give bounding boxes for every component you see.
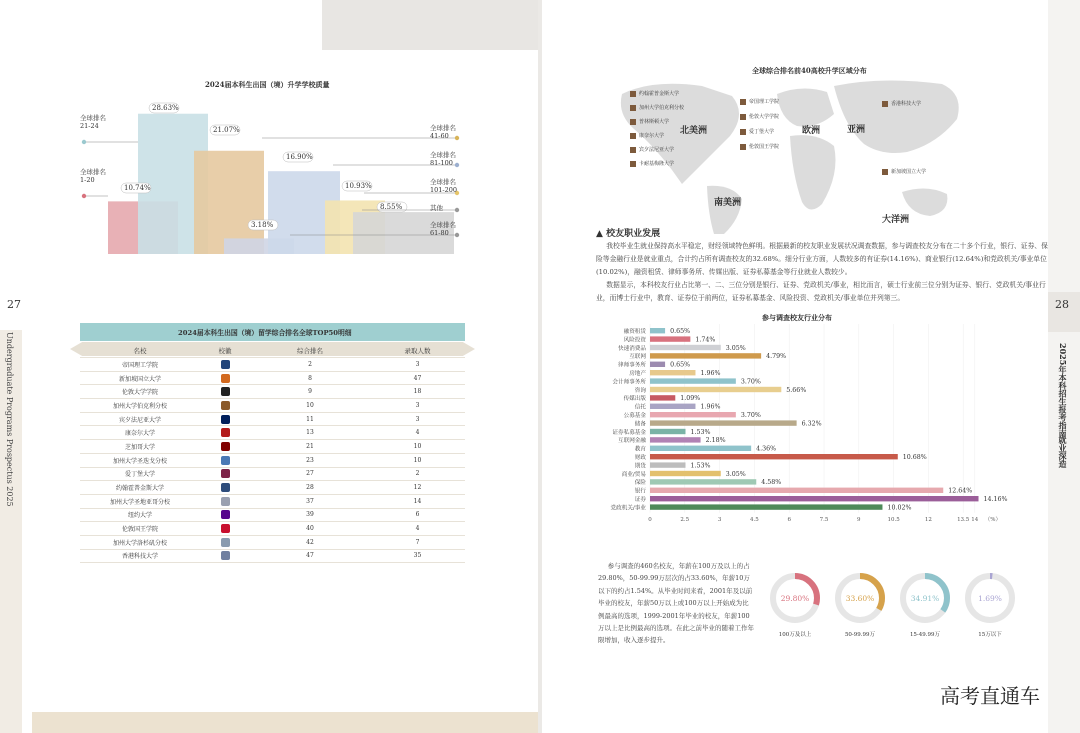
school-name: 爱丁堡大学 [80,467,200,481]
chart1-bar-label: 28.63% [152,104,179,112]
industry-chart-title: 参与调查校友行业分布 [762,313,832,322]
school-crest-cell [200,535,250,549]
school-name: 加州大学伯克利分校 [80,399,200,413]
industry-value-label: 2.18% [705,437,726,445]
left-page [0,0,538,733]
legend-left-line2: 1-20 [80,176,95,184]
map-south-america [707,186,742,234]
school-rank: 27 [250,467,370,481]
table-row [80,453,465,467]
para2: 数据显示，本科校友行业占比第一、二、三位分别是银行、证券、党政机关/事业，相比而言，硕士行业前三位分别为证券、银行、党政机关/事业行业，而博士行业中，教育、证券位于前两位，证券私募基金、风险投资、党政机关/事业单位并列第三。 [596,281,1046,302]
donut-caption: 100万及以上 [778,632,812,638]
legend-right-line1: 全球排名 [430,124,456,132]
industry-name: 证券 [634,497,646,503]
school-rank: 39 [250,508,370,522]
map-school-name: 香港科技大学 [891,101,922,107]
admission-count: 4 [370,522,465,536]
table-row [80,494,465,508]
industry-name: 财政 [634,455,646,461]
school-rank: 21 [250,440,370,454]
industry-name: 期货 [634,463,646,470]
school-name: 加州大学圣地亚哥分校 [80,494,200,508]
continent-label: 亚洲 [847,125,866,135]
map-school-name: 约翰霍普金斯大学 [639,91,680,97]
industry-name: 咨询 [634,387,646,394]
legend-dot [455,233,459,237]
table-row [80,481,465,495]
chart1-bar-label: 8.55% [380,203,403,211]
school-crest-icon [221,510,230,519]
table-row [80,467,465,481]
map-school-entry [630,118,669,125]
industry-value-label: 3.05% [725,344,746,352]
industry-name: 党政机关/事业 [610,505,646,512]
map-school-entry [630,132,664,139]
school-crest-icon [221,374,230,383]
map-school-entry [630,146,674,153]
school-rank: 9 [250,385,370,399]
axis-tick-label: 14 [971,516,979,523]
table-row [80,412,465,426]
map-school-name: 康奈尔大学 [639,133,665,139]
map-school-name: 伦敦大学学院 [749,114,780,120]
continent-label: 南美洲 [714,198,742,208]
school-crest-icon [221,401,230,410]
industry-value-label: 0.65% [670,361,691,369]
map-school-entry [882,100,921,107]
admission-count: 10 [370,453,465,467]
spine-title-right: 2025年本科招生报考指南 [1058,343,1068,438]
industry-name: 传媒出版 [623,396,646,403]
school-crest-icon [221,387,230,396]
school-rank: 2 [250,358,370,372]
school-crest-cell [200,440,250,454]
industry-bar [650,345,721,350]
admission-count: 12 [370,481,465,495]
industry-bar [650,437,701,442]
header-school: 名校 [80,343,200,358]
admission-count: 7 [370,535,465,549]
school-crest-cell [200,508,250,522]
legend-left-line1: 全球排名 [80,168,106,176]
map-school-name: 帝国理工学院 [749,99,780,105]
industry-value-label: 1.74% [695,336,716,344]
legend-dot [455,163,459,167]
school-crest-cell [200,453,250,467]
industry-bar [650,462,685,467]
school-crest-icon [221,469,230,478]
school-crest-cell [200,412,250,426]
income-paragraph: 参与调查的460名校友，年薪在100万及以上的占29.80%，50-99.99万层次的占33.60%，年薪10万以下的约占1.54%。从毕业时间来看，2001年及以前毕业的校友，年薪50万以上或100万以上开始成为比例最高的选项，1999-2001年毕业的校友，年薪100万以上是比例最高的选项。在此之前毕业的随着工作年限增加，收入逐步提升。 [598,562,754,645]
industry-name: 保险 [634,480,646,487]
industry-bar [650,336,690,341]
map-school-entry [740,113,779,120]
industry-value-label: 1.96% [700,403,721,411]
admission-count: 3 [370,358,465,372]
donut-value: 29.80% [780,594,810,603]
school-crest-icon [221,456,230,465]
industry-name: 律师事务所 [618,362,646,369]
donut-value: 1.69% [978,594,1002,603]
section-title-text: 校友职业发展 [606,229,661,239]
industry-value-label: 3.70% [740,378,761,386]
map-school-name: 伦敦国王学院 [749,144,780,150]
map-school-name: 爱丁堡大学 [749,129,775,135]
industry-name: 公募基金 [623,413,646,419]
admission-count: 47 [370,371,465,385]
school-crest-icon [221,442,230,451]
continent-label: 北美洲 [680,126,708,136]
world-map [612,74,972,234]
admission-count: 3 [370,412,465,426]
admission-count: 6 [370,508,465,522]
school-crest-icon [221,551,230,560]
chart1-bar-label: 21.07% [213,126,240,134]
school-crest-cell [200,467,250,481]
school-crest-cell [200,426,250,440]
map-africa [790,135,836,209]
school-rank: 37 [250,494,370,508]
map-school-entry [630,90,679,97]
industry-bar [650,504,882,509]
axis-tick-label: 4.5 [750,516,759,523]
legend-dot [82,194,86,198]
school-crest-icon [630,91,636,97]
legend-left-line2: 21-24 [80,122,99,130]
chart1-title: 2024届本科生出国（境）升学学校质量 [205,80,330,89]
map-school-entry [630,160,674,167]
map-title: 全球综合排名前40高校升学区域分布 [752,66,867,75]
industry-bar [650,404,695,409]
map-school-entry [740,128,774,135]
industry-name: 风险投资 [623,337,646,344]
school-crest-icon [221,360,230,369]
industry-value-label: 1.09% [680,395,701,403]
legend-dot [82,140,86,144]
school-crest-icon [630,147,636,153]
admission-count: 3 [370,399,465,413]
legend-left-line1: 全球排名 [80,114,106,122]
table-row [80,508,465,522]
map-school-name: 新加坡国立大学 [891,169,927,175]
school-crest-icon [221,497,230,506]
table-row [80,371,465,385]
map-school-name: 宾夕法尼亚大学 [639,147,675,153]
school-crest-icon [882,101,888,107]
industry-value-label: 10.68% [902,454,927,461]
school-rank: 42 [250,535,370,549]
school-name: 宾夕法尼亚大学 [80,412,200,426]
map-school-name: 卡耐基梅隆大学 [639,161,675,167]
legend-dot [455,208,459,212]
chart1-bar-label: 10.74% [124,184,151,192]
school-rank: 8 [250,371,370,385]
industry-name: 融资租赁 [623,329,646,335]
industry-name: 银行 [634,488,646,495]
section-title: ▲ 校友职业发展 [596,229,661,239]
school-rank: 40 [250,522,370,536]
school-crest-icon [630,133,636,139]
axis-tick-label: 9 [857,516,861,523]
school-rank: 11 [250,412,370,426]
industry-name: 储备 [634,421,646,428]
legend-right-line1: 全球排名 [430,151,456,159]
school-rank: 13 [250,426,370,440]
industry-bar [650,362,665,367]
school-crest-icon [221,538,230,547]
right-page [542,0,1080,733]
industry-value-label: 12.64% [948,487,973,495]
industry-bar [650,420,797,425]
industry-name: 证券私募基金 [612,429,646,436]
school-crest-cell [200,385,250,399]
industry-value-label: 1.53% [690,428,711,436]
axis-tick-label: 2.5 [680,516,690,523]
page-number: 27 [7,298,21,311]
donut-value: 33.60% [845,594,875,603]
school-name: 加州大学圣迭戈分校 [80,453,200,467]
table-row [80,426,465,440]
legend-right-line1: 全球排名 [430,178,456,186]
industry-bar [650,454,898,459]
school-name: 帝国理工学院 [80,358,200,372]
industry-value-label: 4.58% [761,479,782,487]
table-title: 2024届本科生出国（境）留学综合排名全球TOP50明细 [178,329,352,337]
axis-tick-label: 6 [787,516,791,523]
legend-dot [455,136,459,140]
industry-bar [650,395,675,400]
header-count: 录取人数 [370,343,465,358]
axis-tick-label: 3 [717,516,722,523]
industry-bar [650,387,781,392]
table-row [80,385,465,399]
admission-count: 14 [370,494,465,508]
legend-right-line2: 101-200 [430,186,458,194]
industry-name: 互联网 [629,354,646,361]
school-crest-icon [221,524,230,533]
school-name: 芝加哥大学 [80,440,200,454]
watermark: 高考直通车 [940,684,1040,708]
industry-bar [650,429,685,434]
axis-tick-label: 13.5 [957,516,970,523]
school-crest-cell [200,549,250,563]
map-school-name: 加州大学伯克利分校 [639,105,685,111]
school-crest-icon [740,114,746,120]
spine-section: 就业深造 [1058,436,1068,468]
school-crest-cell [200,358,250,372]
header-rank: 综合排名 [250,343,370,358]
school-name: 香港科技大学 [80,549,200,563]
industry-bar [650,378,736,383]
map-europe [777,88,834,126]
school-crest-icon [630,119,636,125]
donut-value: 34.91% [910,594,940,603]
school-name: 康奈尔大学 [80,426,200,440]
school-name: 约翰霍普金斯大学 [80,481,200,495]
school-crest-icon [630,161,636,167]
continent-label: 欧洲 [802,126,821,136]
school-crest-icon [740,144,746,150]
school-crest-icon [740,129,746,135]
donut-caption: 50-99.99万 [844,632,876,638]
axis-tick-label: 7.5 [819,516,829,523]
industry-value-label: 4.79% [766,353,787,361]
legend-right-line1: 其他 [430,204,443,212]
school-crest-icon [221,483,230,492]
industry-bar [650,328,665,333]
table-row [80,399,465,413]
table-row [80,549,465,563]
industry-name: 会计师事务所 [612,379,646,386]
school-name: 加州大学洛杉矶分校 [80,535,200,549]
school-crest-icon [630,105,636,111]
industry-bar [650,353,761,358]
continent-label: 大洋洲 [882,215,910,225]
legend-right-line2: 61-80 [430,229,449,237]
donut-caption: 15-49.99万 [909,632,941,638]
industry-value-label: 0.65% [670,328,691,335]
industry-name: 信托 [634,404,646,411]
chart1-bar-label: 10.93% [345,182,372,190]
para1: 我校毕业生就业保持高水平稳定，财经领域特色鲜明。根据最新的校友职业发展状况调查数据，参与调查校友分布在二十多个行业，银行、证券、保险等金融行业是就业重点，合计约占所有调查校友的32.68%。细分行业方面，人数较多的有证券(14.16%)、商业银行(12.64%)和党政机关/事业单位(10.02%)，融资租赁、律师事务所、传媒出版、证券私募基金等行业就业人数较少。 [596,242,1048,276]
legend-right-line2: 81-100 [430,159,453,167]
map-school-entry [740,98,779,105]
industry-value-label: 10.02% [887,504,912,512]
map-school-entry [740,143,779,150]
map-school-name: 普林斯顿大学 [639,119,670,125]
admission-count: 4 [370,426,465,440]
page-number-right: 28 [1055,298,1069,311]
industry-value-label: 3.70% [740,412,761,419]
industry-bar [650,471,721,476]
legend-right-line1: 全球排名 [430,221,456,229]
axis-unit: （%） [984,516,1002,523]
header-crest: 校徽 [200,343,250,358]
industry-value-label: 1.53% [690,462,711,470]
donut-caption: 15万以下 [978,632,1002,638]
table-row [80,440,465,454]
school-crest-icon [882,169,888,175]
industry-bar [650,496,979,501]
map-asia [834,80,959,153]
school-name: 伦敦大学学院 [80,385,200,399]
school-rank: 23 [250,453,370,467]
industry-value-label: 14.16% [983,496,1008,503]
school-rank: 10 [250,399,370,413]
chart1-svg [0,0,538,270]
industry-value-label: 1.96% [700,370,721,377]
school-crest-cell [200,371,250,385]
axis-tick-label: 12 [924,516,932,523]
admission-count: 2 [370,467,465,481]
bottom-band [32,712,538,733]
chart1-bar-label: 3.18% [251,221,274,229]
industry-chart-svg [542,322,1008,527]
chart1-bar-label: 16.90% [286,153,313,161]
industry-bar [650,488,943,493]
school-name: 纽约大学 [80,508,200,522]
school-rank: 47 [250,549,370,563]
spine-title: Undergraduate Programs Prospectus 2025 [5,332,14,507]
table-row [80,358,465,372]
school-crest-cell [200,522,250,536]
industry-name: 房地产 [629,371,646,377]
map-school-entry [630,104,684,111]
industry-name: 快速消费品 [618,345,646,352]
axis-tick-label: 10.5 [887,516,900,523]
industry-name: 互联网金融 [618,438,646,445]
industry-bar [650,446,751,451]
school-crest-icon [221,428,230,437]
industry-value-label: 6.32% [801,420,822,428]
industry-value-label: 3.05% [725,470,746,478]
legend-right-line2: 41-60 [430,132,449,140]
industry-name: 商业/贸易 [621,471,646,478]
map-school-entry [882,168,926,175]
admission-count: 35 [370,549,465,563]
school-crest-icon [221,415,230,424]
industry-bar [650,479,756,484]
industry-bar [650,412,736,417]
top-band-right [542,0,1052,50]
industry-bar [650,370,695,375]
industry-value-label: 5.66% [786,386,807,394]
school-crest-cell [200,481,250,495]
school-name: 伦敦国王学院 [80,522,200,536]
school-crest-cell [200,494,250,508]
table-row [80,522,465,536]
axis-tick-label: 0 [648,516,652,523]
industry-value-label: 4.36% [756,445,777,453]
admission-count: 10 [370,440,465,454]
school-rank: 28 [250,481,370,495]
table-row [80,535,465,549]
school-crest-cell [200,399,250,413]
school-crest-icon [740,99,746,105]
top50-table [80,343,465,563]
industry-name: 教育 [634,446,646,453]
admission-count: 18 [370,385,465,399]
school-name: 新加坡国立大学 [80,371,200,385]
